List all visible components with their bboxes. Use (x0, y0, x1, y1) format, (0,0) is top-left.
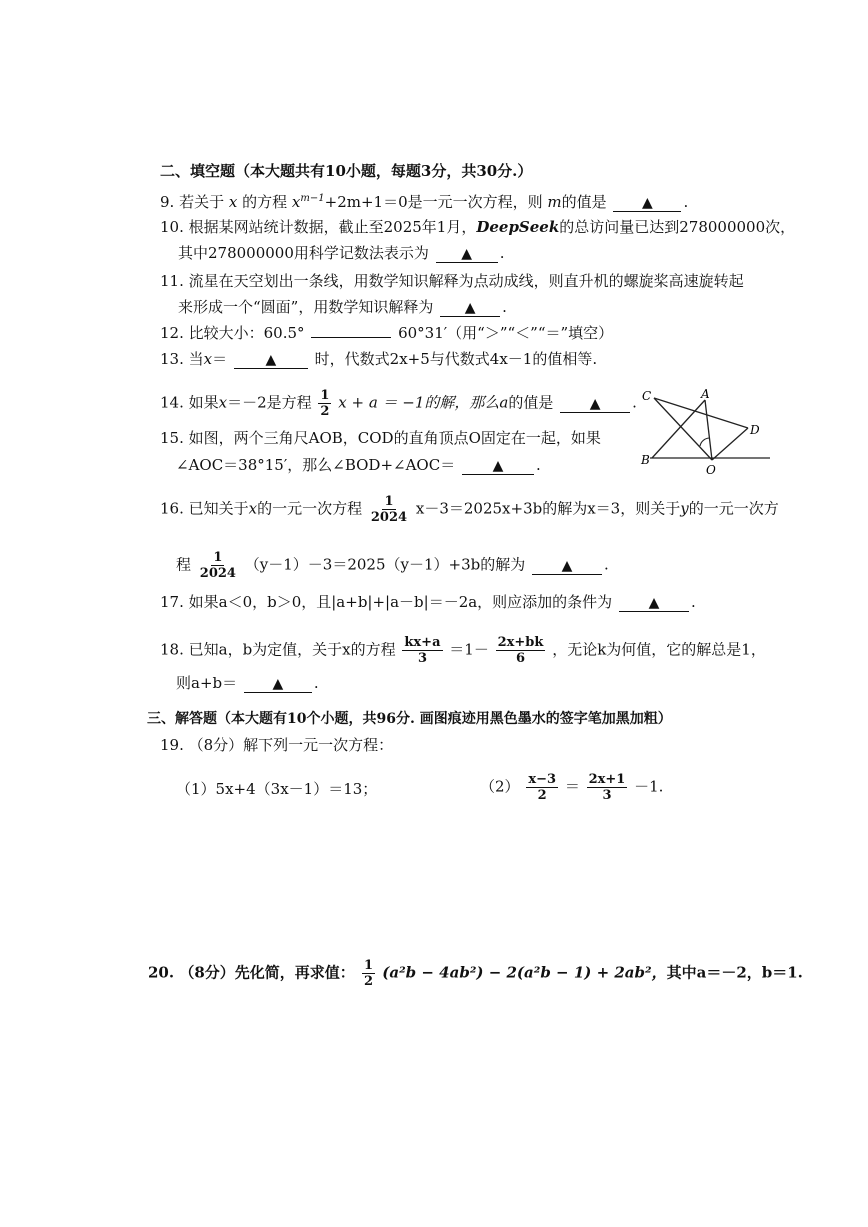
question-10-line-2 (178, 243, 504, 263)
question-15-line-2 (176, 455, 541, 475)
question-11-line-2 (178, 297, 507, 317)
question-13 (160, 349, 597, 369)
q13-answer-blank[interactable] (234, 351, 308, 369)
q16-line1-a: 16. 已知关于 (160, 499, 249, 518)
q14-var: x (218, 393, 228, 412)
q18-frac1-den: 3 (417, 651, 427, 666)
q19-p2-frac1-num: x−3 (528, 772, 557, 787)
figure-label-c: C (642, 389, 652, 403)
q13-eq: ＝ (212, 350, 228, 368)
figure-segment-ao (705, 400, 712, 460)
q17-text: 17. 如果a＜0，b＞0，且|a+b|+|a－b|＝－2a，则应添加的条件为 (160, 593, 613, 611)
q16-line1-b: 的一元一次方程 (257, 499, 363, 518)
q17-end: . (690, 593, 696, 611)
q18-frac2-den: 6 (515, 651, 526, 666)
q16-frac2-num: 1 (213, 550, 223, 565)
q16-line1-c: x－3＝2025x+3b的解为x＝3，则关于 (415, 499, 681, 518)
q10-line2: 其中278000000用科学记数法表示为 (178, 244, 429, 262)
q18-frac2-num: 2x+bk (497, 635, 544, 650)
question-18-line-2 (176, 673, 319, 693)
q18-fraction-2 (496, 635, 546, 666)
q15-line2: ∠AOC＝38°15′，那么∠BOD+∠AOC＝ (176, 456, 456, 474)
figure-segment-do (712, 428, 748, 460)
q16-frac1-den: 2024 (370, 510, 408, 525)
q16-fraction-1 (369, 494, 409, 525)
q10-end: . (499, 244, 505, 262)
q16-end: . (604, 555, 609, 574)
q10-brand: DeepSeek (476, 218, 560, 236)
q18-line1-c: ，无论k为何值，它的解总是1， (552, 640, 766, 659)
q16-line2-a: 程 (176, 555, 192, 574)
q12-answer-blank[interactable] (311, 337, 391, 338)
q19-p2-frac1-den: 2 (537, 788, 547, 803)
q16-line1-d: 的一元一次方 (688, 499, 779, 518)
q19-p2-frac2-den: 3 (602, 788, 612, 803)
q19-p2-label: （2） (480, 777, 520, 796)
q16-answer-mark: ▲ (561, 557, 573, 574)
q9-answer-blank[interactable] (613, 194, 681, 212)
q16-var-y: y (680, 499, 689, 518)
section-2-header: 二、填空题（本大题共有10小题，每题3分，共30分.） (160, 162, 533, 180)
figure-label-o: O (706, 463, 716, 476)
q19-p2-fraction-1 (526, 772, 558, 803)
q20-frac-den: 2 (364, 974, 374, 989)
figure-angle-arc (700, 438, 710, 446)
q14-answer-mark: ▲ (589, 395, 601, 412)
q13-answer-mark: ▲ (265, 352, 277, 368)
question-16-line-1 (160, 494, 779, 525)
q18-line1-b: ＝1－ (449, 640, 489, 659)
q18-line2: 则a+b＝ (176, 674, 238, 692)
q14-end: . (632, 393, 637, 412)
question-19-title: 19. （8分）解下列一元一次方程： (160, 736, 394, 754)
q9-answer-mark: ▲ (642, 195, 653, 211)
q19-p2-eq: ＝ (564, 777, 580, 796)
q14-suffix: 的值是 (508, 393, 554, 412)
q14-frac-den: 2 (320, 404, 330, 419)
q18-fraction-1 (402, 635, 442, 666)
q12-mid: 60°31′（用“＞”“＜”“＝”填空） (398, 324, 614, 342)
question-17 (160, 592, 696, 612)
q10-answer-mark: ▲ (461, 246, 473, 262)
question-10-line-1 (160, 217, 795, 237)
q15-answer-mark: ▲ (492, 458, 504, 474)
q16-var-x: x (248, 499, 258, 518)
q20-frac-num: 1 (364, 958, 374, 973)
q16-frac1-num: 1 (384, 494, 394, 509)
question-18-line-1 (160, 635, 766, 666)
q9-var: x (228, 193, 238, 211)
question-20 (148, 958, 803, 989)
q15-answer-blank[interactable] (462, 457, 534, 475)
q18-line1-a: 18. 已知a，b为定值，关于x的方程 (160, 640, 396, 659)
q13-prefix: 13. 当 (160, 350, 204, 368)
question-9 (160, 189, 688, 212)
q11-answer-mark: ▲ (464, 300, 476, 316)
figure-label-d: D (750, 423, 760, 437)
q18-frac1-num: kx+a (404, 635, 441, 650)
q16-fraction-2 (198, 550, 238, 581)
q14-answer-blank[interactable] (560, 395, 630, 413)
q9-var-m: m (547, 193, 562, 211)
question-16-line-2 (176, 550, 609, 581)
q9-prefix: 9. 若关于 (160, 193, 225, 211)
q19-p2-rest: －1. (634, 777, 664, 796)
figure-label-a: A (701, 388, 710, 401)
q9-end: . (683, 193, 689, 211)
q14-var-a: a (499, 393, 509, 412)
q14-fraction (318, 388, 331, 419)
q17-answer-blank[interactable] (619, 594, 689, 612)
q18-end: . (313, 674, 319, 692)
q14-prefix: 14. 如果 (160, 393, 219, 412)
q20-expression: (a²b − 4ab²) − 2(a²b − 1) + 2ab²， (382, 963, 667, 982)
q20-prefix: 20. （8分）先化简，再求值： (148, 963, 355, 982)
q9-suffix: 的值是 (561, 193, 607, 211)
question-19-part-2 (480, 772, 663, 803)
q20-suffix: 其中a＝－2，b＝1. (666, 963, 803, 982)
question-14 (160, 388, 637, 419)
question-11-line-1: 11. 流星在天空划出一条线，用数学知识解释为点动成线，则直升机的螺旋桨高速旋转起 (160, 272, 744, 290)
q12-prefix: 12. 比较大小：60.5° (160, 324, 305, 342)
q10-line1-a: 10. 根据某网站统计数据，截止至2025年1月， (160, 218, 477, 236)
q18-answer-mark: ▲ (272, 676, 284, 692)
q16-answer-blank[interactable] (532, 557, 602, 575)
q14-cond: ＝－2是方程 (227, 393, 312, 412)
q18-answer-blank[interactable] (244, 675, 312, 693)
q11-answer-blank[interactable] (440, 299, 500, 317)
q20-fraction (362, 958, 375, 989)
q9-expr-rest: +2m+1＝0是一元一次方程，则 (324, 193, 543, 211)
q10-answer-blank[interactable] (436, 245, 498, 263)
q13-var: x (203, 350, 213, 368)
q16-frac2-den: 2024 (199, 566, 236, 581)
figure-segment-ba (652, 400, 705, 458)
q16-line2-b: （y－1）－3＝2025（y－1）+3b的解为 (244, 555, 526, 574)
question-19-part-1: （1）5x+4（3x－1）＝13； (176, 780, 378, 798)
q13-suffix: 时，代数式2x+5与代数式4x－1的值相等. (314, 350, 598, 368)
question-15-line-1: 15. 如图，两个三角尺AOB，COD的直角顶点O固定在一起，如果 (160, 429, 601, 447)
question-12 (160, 323, 613, 343)
q9-mid: 的方程 (242, 193, 288, 211)
q10-line1-b: 的总访问量已达到278000000次， (559, 218, 796, 236)
figure-label-b: B (641, 453, 650, 467)
section-3-header: 三、解答题（本大题有10个小题，共96分. 画图痕迹用黑色墨水的签字笔加黑加粗） (147, 711, 672, 727)
q11-line2: 来形成一个“圆面”，用数学知识解释为 (178, 298, 434, 316)
triangle-rulers-figure (640, 388, 770, 476)
q11-end: . (502, 298, 507, 316)
q9-expr-exp: m−1 (300, 193, 325, 204)
q14-frac-num: 1 (320, 388, 330, 403)
q19-p2-fraction-2 (587, 772, 628, 803)
q15-end: . (535, 456, 541, 474)
q19-p2-frac2-num: 2x+1 (588, 772, 626, 787)
q9-expr-base: x (291, 193, 301, 211)
q17-answer-mark: ▲ (648, 595, 660, 611)
q14-equation: x + a ＝ −1的解，那么 (338, 393, 500, 412)
